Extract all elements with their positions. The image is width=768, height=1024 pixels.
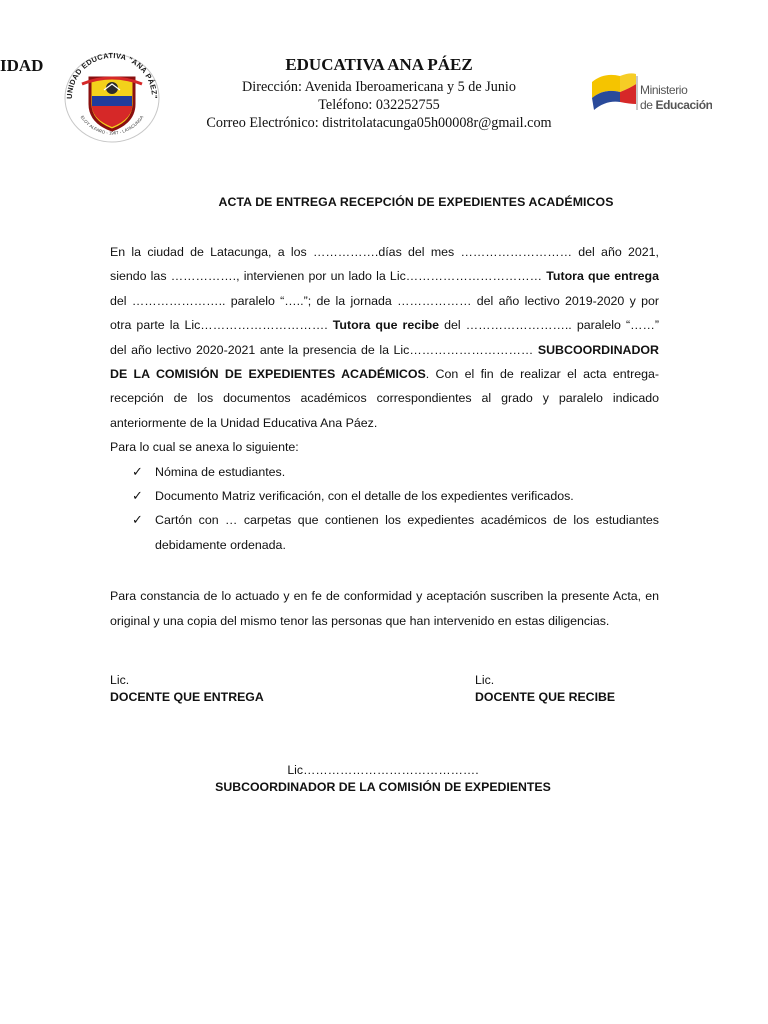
ministry-logo xyxy=(590,70,712,118)
signature-left xyxy=(110,672,264,706)
svg-text:de Educación xyxy=(640,98,712,112)
annex-item-text: Documento Matriz verificación, con el detalle de los expedientes verificados. xyxy=(155,489,574,504)
checkmark-icon: ✓ xyxy=(132,463,143,479)
document-body xyxy=(110,240,659,557)
header-block xyxy=(170,54,588,132)
school-address: Dirección: Avenida Iberoamericana y 5 de Junio xyxy=(242,79,516,95)
paragraph-part-2: del ………………….. paralelo “…..”; de la jornada ……………… del año lectivo 2019-2020 y por otra parte la Lic…………………………. xyxy=(110,293,659,333)
checkmark-icon: ✓ xyxy=(132,488,143,504)
paragraph-bold-2: Tutora que recibe xyxy=(332,318,440,333)
signature-center-role: SUBCOORDINADOR DE LA COMISIÓN DE EXPEDIENTES xyxy=(215,780,551,794)
signature-right xyxy=(475,672,615,706)
school-phone: Teléfono: 032252755 xyxy=(318,97,440,113)
signature-right-prefix: Lic. xyxy=(475,673,495,687)
annex-item-text: Nómina de estudiantes. xyxy=(155,464,286,479)
ministry-line1: Ministerio xyxy=(640,83,688,97)
signature-center-prefix: Lic……………………………………. xyxy=(287,763,479,777)
closing-paragraph: Para constancia de lo actuado y en fe de conformidad y aceptación suscriben la presente Acta, en original y una copia del mismo tenor las personas que han intervenido en estas diligencias. xyxy=(110,589,659,628)
signature-right-role: DOCENTE QUE RECIBE xyxy=(475,690,616,704)
annex-item xyxy=(110,484,659,508)
paragraph-bold-3: SUBCOORDINADOR DE LA COMISIÓN DE EXPEDIENTES ACADÉMICOS xyxy=(110,342,659,382)
annex-item xyxy=(110,508,659,557)
signature-left-role: DOCENTE QUE ENTREGA xyxy=(110,690,264,704)
school-email: Correo Electrónico: distritolatacunga05h00008r@gmail.com xyxy=(206,115,552,131)
annex-list xyxy=(110,460,659,558)
ministry-flag-icon xyxy=(590,70,712,118)
main-paragraph xyxy=(110,240,659,435)
checkmark-icon: ✓ xyxy=(132,512,143,528)
school-crest-icon xyxy=(54,44,170,146)
paragraph-part-1: En la ciudad de Latacunga, a los …………….días del mes ……………………… del año 2021, siendo las ……………., intervienen por un lado la Lic…………………………… xyxy=(110,245,659,284)
signature-center xyxy=(210,762,556,796)
school-logo xyxy=(54,44,170,146)
logo-arc-bottom-text: ELOY ALFARO - 1967 - LATACUNGA xyxy=(79,114,145,136)
document-title: ACTA DE ENTREGA RECEPCIÓN DE EXPEDIENTES ACADÉMICOS xyxy=(218,195,614,209)
paragraph-bold-1: Tutora que entrega xyxy=(546,269,659,284)
annex-item xyxy=(110,460,659,484)
paragraph-part-3: del …………………….. paralelo “……” del año lectivo 2020-2021 ante la presencia de la Lic………………………… xyxy=(110,318,660,357)
school-name: EDUCATIVA ANA PÁEZ xyxy=(285,55,473,74)
cut-off-header-text: IDAD xyxy=(0,56,44,75)
signature-left-prefix: Lic. xyxy=(110,673,130,687)
paragraph-part-4: . Con el fin de realizar el acta entrega-recepción de los documentos académicos correspondientes al grado y paralelo indicado anteriormente de la Unidad Educativa Ana Páez. xyxy=(110,367,659,430)
annex-item-text: Cartón con … carpetas que contienen los expedientes académicos de los estudiantes debidamente ordenada. xyxy=(155,513,659,552)
logo-arc-top-text: UNIDAD EDUCATIVA "ANA PÁEZ" xyxy=(64,50,160,100)
ministry-line2-prefix: de xyxy=(640,98,656,112)
ministry-line2-bold: Educación xyxy=(655,98,712,112)
annex-label: Para lo cual se anexa lo siguiente: xyxy=(110,440,299,455)
